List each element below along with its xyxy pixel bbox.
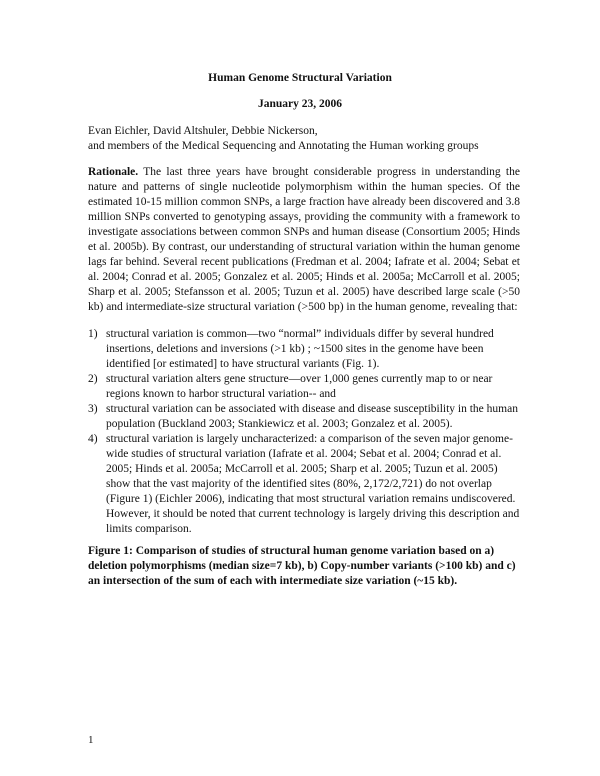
list-item <box>88 432 520 537</box>
rationale-text: The last three years have brought considerable progress in understanding the nature and patterns of single nucleotide polymorphism within the human species. Of the estimated 10-15 million common SNPs, a large fraction have already been discovered and 3.8 million SNPs converted to genotyping assays, providing the community with a framework to investigate associations between common SNPs and human disease (Consortium 2005; Hinds et al. 2005b). By contrast, our understanding of structural variation within the human genome lags far behind. Several recent publications (Fredman et al. 2004; Iafrate et al. 2004; Sebat et al. 2004; Conrad et al. 2005; Gonzalez et al. 2005; Hinds et al. 2005a; McCarroll et al. 2005; Sharp et al. 2005; Stefansson et al. 2005; Tuzun et al. 2005) have described large scale (>50 kb) and intermediate-size structural variation (>500 bp) in the human genome, revealing that: <box>88 166 520 313</box>
document-date: January 23, 2006 <box>257 98 343 110</box>
list-item-number: 3) <box>88 403 98 415</box>
list-item <box>88 372 520 402</box>
list-item-number: 1) <box>88 328 98 340</box>
list-item-text: structural variation is common—two “normal” individuals differ by several hundred insertions, deletions and inversions (>1 kb) ; ~1500 sites in the genome have been identified [or estimated] to have structural variants (Fig. 1). <box>106 328 494 370</box>
document-title: Human Genome Structural Variation <box>208 72 392 84</box>
page-number: 1 <box>88 734 94 746</box>
list-item <box>88 402 520 432</box>
list-item-text: structural variation is largely uncharacterized: a comparison of the seven major genome-wide studies of structural variation (Iafrate et al. 2004; Sebat et al. 2004; Conrad et al. 2005; Hinds et al. 2005a; McCarroll et al. 2005; Sharp et al. 2005; Tuzun et al. 2005) show that the vast majority of the identified sites (80%, 2,172/2,721) do not overlap (Figure 1) (Eichler 2006), indicating that most structural variation remains undiscovered. However, it should be noted that current technology is largely driving this description and limits comparison. <box>106 433 520 535</box>
list-item <box>88 327 520 372</box>
rationale-paragraph <box>88 165 520 315</box>
rationale-heading: Rationale. <box>88 166 139 178</box>
list-item-text: structural variation alters gene structure—over 1,000 genes currently map to or near regions known to harbor structural variation-- and <box>106 373 493 400</box>
figure-caption: Figure 1: Comparison of studies of structural human genome variation based on a) deletion polymorphisms (median size=7 kb), b) Copy-number variants (>100 kb) and c) an intersection of the sum of each with intermediate size variation (~15 kb). <box>88 545 516 587</box>
authors-line-1: Evan Eichler, David Altshuler, Debbie Nickerson, <box>88 125 318 137</box>
authors-line-2: and members of the Medical Sequencing and Annotating the Human working groups <box>88 140 479 152</box>
list-item-text: structural variation can be associated with disease and disease susceptibility in the human population (Buckland 2003; Stankiewicz et al. 2003; Gonzalez et al. 2005). <box>106 403 518 430</box>
authors-block <box>88 124 528 154</box>
list-item-number: 2) <box>88 373 98 385</box>
list-item-number: 4) <box>88 433 98 445</box>
findings-list <box>88 327 520 537</box>
